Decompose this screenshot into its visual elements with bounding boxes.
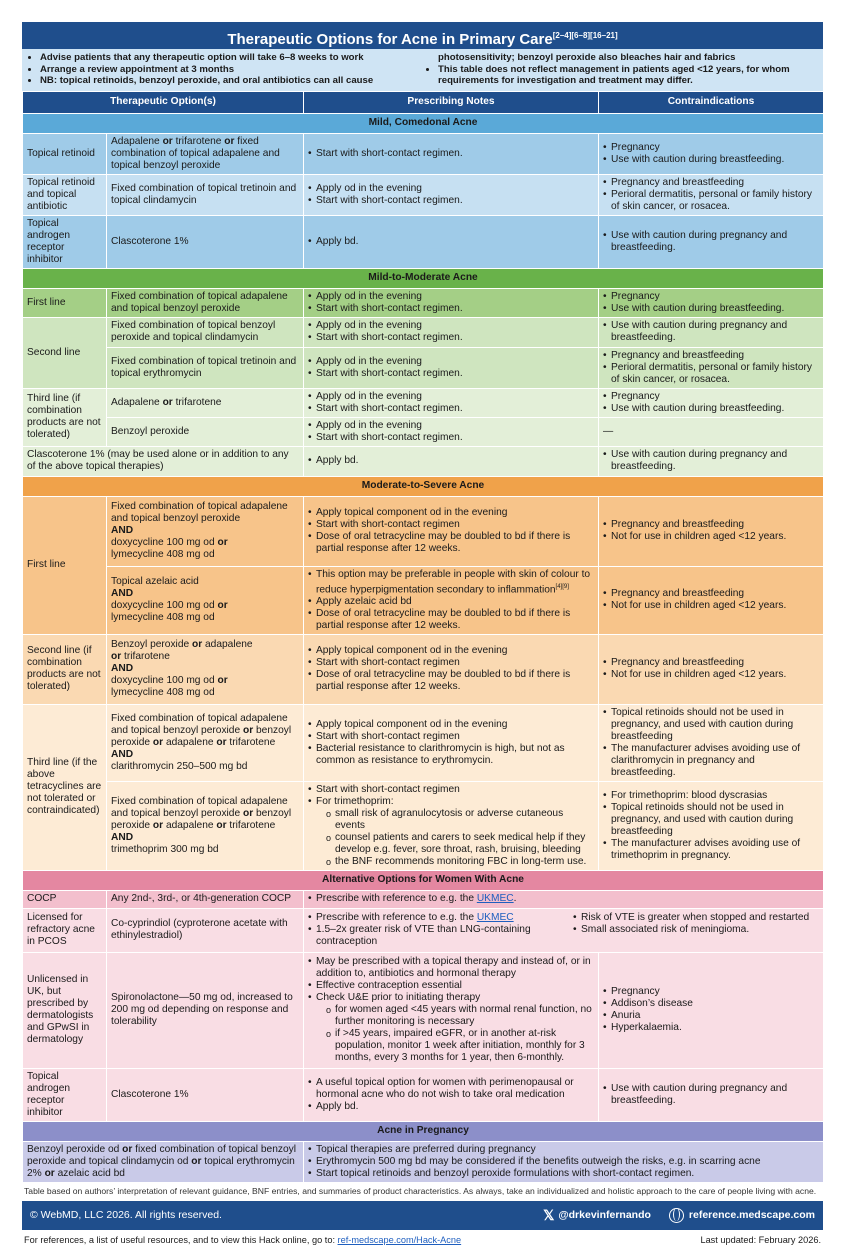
table-row (23, 446, 824, 476)
list-item: • Start with short-contact regimen. (308, 403, 594, 415)
row-notes (304, 288, 599, 317)
list-item: • Apply od in the evening (308, 420, 594, 432)
row-contra (599, 952, 824, 1068)
list-item: • Use with caution during breastfeeding. (603, 303, 819, 315)
table-row (23, 417, 824, 446)
list-item: • Start with short-contact regimen. (308, 332, 594, 344)
row-notes (304, 634, 599, 704)
row-label: Topical retinoid and topical antibiotic (23, 174, 107, 215)
list-item: • Use with caution during pregnancy and breastfeeding. (603, 320, 819, 344)
row-label: Second line (23, 317, 107, 388)
row-option: Adapalene or trifarotene or fixed combination of topical adapalene and topical benzoyl peroxide (107, 133, 304, 174)
list-item: • Start topical retinoids and benzoyl peroxide formulations with short-contact regimen. (308, 1168, 819, 1180)
title-refs: [2–4][6–8][16–21] (552, 31, 618, 40)
table-row (23, 781, 824, 870)
list-item: • Dose of oral tetracycline may be doubled to bd if there is partial response after 12 weeks. (308, 669, 594, 693)
list-item: • Perioral dermatitis, personal or family history of skin cancer, or rosacea. (603, 362, 819, 386)
list-item: • Use with caution during breastfeeding. (603, 403, 819, 415)
ukmec-link[interactable]: UKMEC (476, 893, 514, 905)
list-item: o for women aged <45 years with normal renal function, no further monitoring is necessary (326, 1004, 594, 1028)
list-item: • Use with caution during pregnancy and breastfeeding. (603, 449, 819, 473)
header-contra: Contraindications (599, 91, 824, 113)
x-logo-icon: 𝕏 (543, 1206, 555, 1223)
list-item: • Apply od in the evening (308, 356, 594, 368)
list-item: • Apply od in the evening (308, 391, 594, 403)
list-item: • Start with short-contact regimen. (308, 303, 594, 315)
list-item: • Pregnancy and breastfeeding (603, 350, 819, 362)
row-contra (599, 781, 824, 870)
list-item: • Advise patients that any therapeutic option will take 6–8 weeks to work (40, 52, 426, 64)
list-item: • Pregnancy and breastfeeding (603, 588, 819, 600)
ukmec-link[interactable]: UKMEC (476, 912, 514, 924)
bottom-bar (22, 1230, 823, 1250)
table-row (23, 1141, 824, 1182)
intro-right-bullet: • This table does not reflect management in patients aged <12 years, for whom requirements for investigation and treatment may differ. (438, 64, 817, 87)
list-item: • Pregnancy (603, 142, 819, 154)
row-notes: • This option may be preferable in people with skin of colour to reduce hyperpigmentation secondary to inflammation[4][9] • Apply azelaic acid bd • Dose of oral tetracycline may be doubled to bd if there is partial response after 12 weeks. (304, 566, 599, 634)
list-item: • Topical retinoids should not be used in pregnancy, and used with caution during breastfeeding (603, 707, 819, 743)
row-label: Topical androgen receptor inhibitor (23, 1068, 107, 1121)
row-contra (599, 446, 824, 476)
row-notes (304, 417, 599, 446)
list-item: • Start with short-contact regimen. (308, 148, 594, 160)
table-header-row (23, 91, 824, 113)
row-notes (304, 1068, 599, 1121)
list-item: • Use with caution during pregnancy and breastfeeding. (603, 1083, 819, 1107)
list-item: • Pregnancy and breastfeeding (603, 177, 819, 189)
list-item: • Start with short-contact regimen (308, 784, 594, 796)
list-item: • Use with caution during pregnancy and breastfeeding. (603, 230, 819, 254)
list-item: • For trimethoprim: (308, 796, 594, 808)
list-item: • A useful topical option for women with perimenopausal or hormonal acne who do not wish to take oral medication (308, 1077, 594, 1101)
list-item: • Start with short-contact regimen (308, 519, 594, 531)
row-contra (599, 215, 824, 268)
footer-bar (22, 1201, 823, 1230)
intro-right-list (426, 64, 817, 87)
list-item: • Addison’s disease (603, 998, 819, 1010)
table-row (23, 174, 824, 215)
row-label: First line (23, 496, 107, 634)
last-updated: Last updated: February 2026. (700, 1234, 821, 1245)
list-item: • Hyperkalaemia. (603, 1022, 819, 1034)
intro-left-list (28, 52, 426, 87)
table-row (23, 347, 824, 388)
row-label: First line (23, 288, 107, 317)
list-item: o counsel patients and carers to seek medical help if they develop e.g. fever, sore throat, rash, bruising, bleeding (326, 832, 594, 856)
list-item: • Apply topical component od in the evening (308, 719, 594, 731)
row-label: Licensed for refractory acne in PCOS (23, 908, 107, 952)
row-option: Clascoterone 1% (107, 1068, 304, 1121)
list-item: • Topical retinoids should not be used in pregnancy, and used with caution during breastfeeding (603, 802, 819, 838)
list-item: • Apply topical component od in the evening (308, 507, 594, 519)
list-item: • Start with short-contact regimen. (308, 195, 594, 207)
row-option: Fixed combination of topical adapalene and topical benzoyl peroxide or benzoyl peroxide or adapalene or trifarotene AND clarithromycin 250–500 mg bd (107, 704, 304, 781)
list-item: • Apply od in the evening (308, 320, 594, 332)
footnote: Table based on authors’ interpretation of relevant guidance, BNF entries, and summaries of product characteristics. As always, take an individualized and holistic approach to the care of people living with acne. (24, 1185, 817, 1196)
copyright: © WebMD, LLC 2026. All rights reserved. (30, 1209, 222, 1222)
list-item: • Pregnancy (603, 986, 819, 998)
header-notes: Prescribing Notes (304, 91, 599, 113)
table-row (23, 388, 824, 417)
list-item: o if >45 years, impaired eGFR, or in another at-risk population, monitor 1 week after initiation, monthly for 3 months, every 3 months for 1 year, then 6-monthly. (326, 1028, 594, 1064)
list-item: • Pregnancy and breastfeeding (603, 657, 819, 669)
list-item: • Pregnancy (603, 391, 819, 403)
row-contra (599, 634, 824, 704)
row-notes (304, 496, 599, 566)
twitter-handle: @drkevinfernando (558, 1209, 651, 1222)
section-mild-moderate: Mild-to-Moderate Acne (23, 268, 824, 288)
list-item: • Bacterial resistance to clarithromycin is high, but not as common as resistance to erythromycin. (308, 743, 594, 767)
table-row (23, 496, 824, 566)
row-contra (599, 388, 824, 417)
row-contra (599, 1068, 824, 1121)
intro-right-line1: photosensitivity; benzoyl peroxide also bleaches hair and fabrics (438, 52, 736, 63)
row-notes (304, 388, 599, 417)
row-option: Fixed combination of topical adapalene and topical benzoyl peroxide AND doxycycline 100 mg od or lymecycline 408 mg od (107, 496, 304, 566)
row-option: Fixed combination of topical tretinoin and topical erythromycin (107, 347, 304, 388)
site-url: reference.medscape.com (688, 1209, 815, 1222)
row-contra (599, 347, 824, 388)
row-contra (599, 566, 824, 634)
row-option: Spironolactone—50 mg od, increased to 200 mg od depending on response and tolerability (107, 952, 304, 1068)
therapy-table (22, 91, 824, 1183)
row-contra (599, 288, 824, 317)
row-label: COCP (23, 890, 107, 908)
page-title (22, 22, 823, 49)
row-option: Fixed combination of topical benzoyl peroxide and topical clindamycin (107, 317, 304, 347)
row-notes (304, 952, 599, 1068)
list-item: • The manufacturer advises avoiding use of trimethoprim in pregnancy. (603, 838, 819, 862)
table-row (23, 1068, 824, 1121)
list-item: • Apply topical component od in the evening (308, 645, 594, 657)
list-item: • For trimethoprim: blood dyscrasias (603, 790, 819, 802)
row-label: Third line (if the above tetracyclines are not tolerated or contraindicated) (23, 704, 107, 870)
acne-hack-page (22, 22, 823, 1250)
row-notes (304, 704, 599, 781)
row-notes (304, 317, 599, 347)
list-item: • Apply bd. (308, 1101, 594, 1113)
twitter-link[interactable] (543, 1207, 651, 1224)
list-item: o the BNF recommends monitoring FBC in long-term use. (326, 856, 594, 868)
row-label: Second line (if combination products are not tolerated) (23, 634, 107, 704)
row-label: Topical androgen receptor inhibitor (23, 215, 107, 268)
row-notes: • Prescribe with reference to e.g. the UKMEC • 1.5–2x greater risk of VTE than LNG-containing contraception • Risk of VTE is greater when stopped and restarted • Small associated risk of meningioma. (304, 908, 824, 952)
list-item: • Check U&E prior to initiating therapy (308, 992, 594, 1004)
list-item: • Pregnancy (603, 291, 819, 303)
row-label: Topical retinoid (23, 133, 107, 174)
list-item: • Dose of oral tetracycline may be doubled to bd if there is partial response after 12 weeks. (308, 608, 594, 632)
row-option: Clascoterone 1% (107, 215, 304, 268)
row-label: Third line (if combination products are not tolerated) (23, 388, 107, 446)
list-item: • Apply bd. (308, 236, 594, 248)
table-row (23, 215, 824, 268)
row-option: Benzoyl peroxide (107, 417, 304, 446)
list-item: • May be prescribed with a topical therapy and instead of, or in addition to, antibiotics and hormonal therapy (308, 956, 594, 980)
row-notes (304, 133, 599, 174)
section-pregnancy: Acne in Pregnancy (23, 1121, 824, 1141)
list-item: • Apply od in the evening (308, 291, 594, 303)
row-option: Topical azelaic acid AND doxycycline 100 mg od or lymecycline 408 mg od (107, 566, 304, 634)
list-item: • NB: topical retinoids, benzoyl peroxide, and oral antibiotics can all cause (40, 75, 426, 87)
list-item: • Arrange a review appointment at 3 months (40, 64, 426, 76)
table-row (23, 317, 824, 347)
table-row (23, 133, 824, 174)
list-item: • Not for use in children aged <12 years. (603, 531, 819, 543)
title-text: Therapeutic Options for Acne in Primary Care (227, 31, 553, 48)
list-item: • Use with caution during breastfeeding. (603, 154, 819, 166)
row-notes (304, 215, 599, 268)
list-item: • Not for use in children aged <12 years. (603, 669, 819, 681)
row-notes: • Prescribe with reference to e.g. the UKMEC. (304, 890, 824, 908)
list-item: • Apply bd. (308, 455, 594, 467)
row-contra: — (599, 417, 824, 446)
list-item: • Apply od in the evening (308, 183, 594, 195)
globe-icon (669, 1208, 684, 1223)
row-option: Benzoyl peroxide od or fixed combination of topical benzoyl peroxide and topical clindamycin od or topical erythromycin 2% or azelaic acid bd (23, 1141, 304, 1182)
row-contra (599, 317, 824, 347)
header-options: Therapeutic Option(s) (23, 91, 304, 113)
row-option: Fixed combination of topical adapalene and topical benzoyl peroxide or benzoyl peroxide or adapalene or trifarotene AND trimethoprim 300 mg bd (107, 781, 304, 870)
row-option: Adapalene or trifarotene (107, 388, 304, 417)
table-row (23, 288, 824, 317)
list-item: o small risk of agranulocytosis or adverse cutaneous events (326, 808, 594, 832)
table-row (23, 890, 824, 908)
list-item: • Erythromycin 500 mg bd may be considered if the benefits outweigh the risks, e.g. in scarring acne (308, 1156, 819, 1168)
list-item: • The manufacturer advises avoiding use of clarithromycin in pregnancy and breastfeeding. (603, 743, 819, 779)
hack-acne-link[interactable]: ref-medscape.com/Hack-Acne (337, 1234, 462, 1245)
table-row (23, 634, 824, 704)
row-notes (304, 347, 599, 388)
table-row (23, 952, 824, 1068)
list-item: • Start with short-contact regimen (308, 657, 594, 669)
row-contra (599, 133, 824, 174)
section-women: Alternative Options for Women With Acne (23, 870, 824, 890)
list-item: • Pregnancy and breastfeeding (603, 519, 819, 531)
row-option: Fixed combination of topical tretinoin and topical clindamycin (107, 174, 304, 215)
list-item: • Start with short-contact regimen. (308, 368, 594, 380)
list-item: • Not for use in children aged <12 years. (603, 600, 819, 612)
list-item: • Apply azelaic acid bd (308, 596, 594, 608)
section-mild: Mild, Comedonal Acne (23, 113, 824, 133)
list-item: • Topical therapies are preferred during pregnancy (308, 1144, 819, 1156)
list-item: • Perioral dermatitis, personal or family history of skin cancer, or rosacea. (603, 189, 819, 213)
table-row (23, 908, 824, 952)
row-option: Benzoyl peroxide or adapalene or trifarotene AND doxycycline 100 mg od or lymecycline 408 mg od (107, 634, 304, 704)
site-link[interactable] (669, 1208, 815, 1223)
section-moderate-severe: Moderate-to-Severe Acne (23, 476, 824, 496)
row-notes (304, 781, 599, 870)
table-row (23, 566, 824, 634)
list-item: • Anuria (603, 1010, 819, 1022)
row-contra (599, 174, 824, 215)
row-contra (599, 704, 824, 781)
list-item: • Dose of oral tetracycline may be doubled to bd if there is partial response after 12 weeks. (308, 531, 594, 555)
list-item: • Start with short-contact regimen. (308, 432, 594, 444)
row-notes (304, 446, 599, 476)
row-option: Clascoterone 1% (may be used alone or in addition to any of the above topical therapies) (23, 446, 304, 476)
row-label: Unlicensed in UK, but prescribed by dermatologists and GPwSI in dermatology (23, 952, 107, 1068)
intro-bullets (22, 49, 823, 91)
table-row (23, 704, 824, 781)
row-option: Fixed combination of topical adapalene and topical benzoyl peroxide (107, 288, 304, 317)
references-text: For references, a list of useful resources, and to view this Hack online, go to: ref-medscape.com/Hack-Acne (24, 1234, 462, 1245)
row-notes (304, 174, 599, 215)
row-option: Any 2nd-, 3rd-, or 4th-generation COCP (107, 890, 304, 908)
row-option: Co-cyprindiol (cyproterone acetate with ethinylestradiol) (107, 908, 304, 952)
row-contra (599, 496, 824, 566)
row-notes (304, 1141, 824, 1182)
list-item: • Effective contraception essential (308, 980, 594, 992)
list-item: • Start with short-contact regimen (308, 731, 594, 743)
